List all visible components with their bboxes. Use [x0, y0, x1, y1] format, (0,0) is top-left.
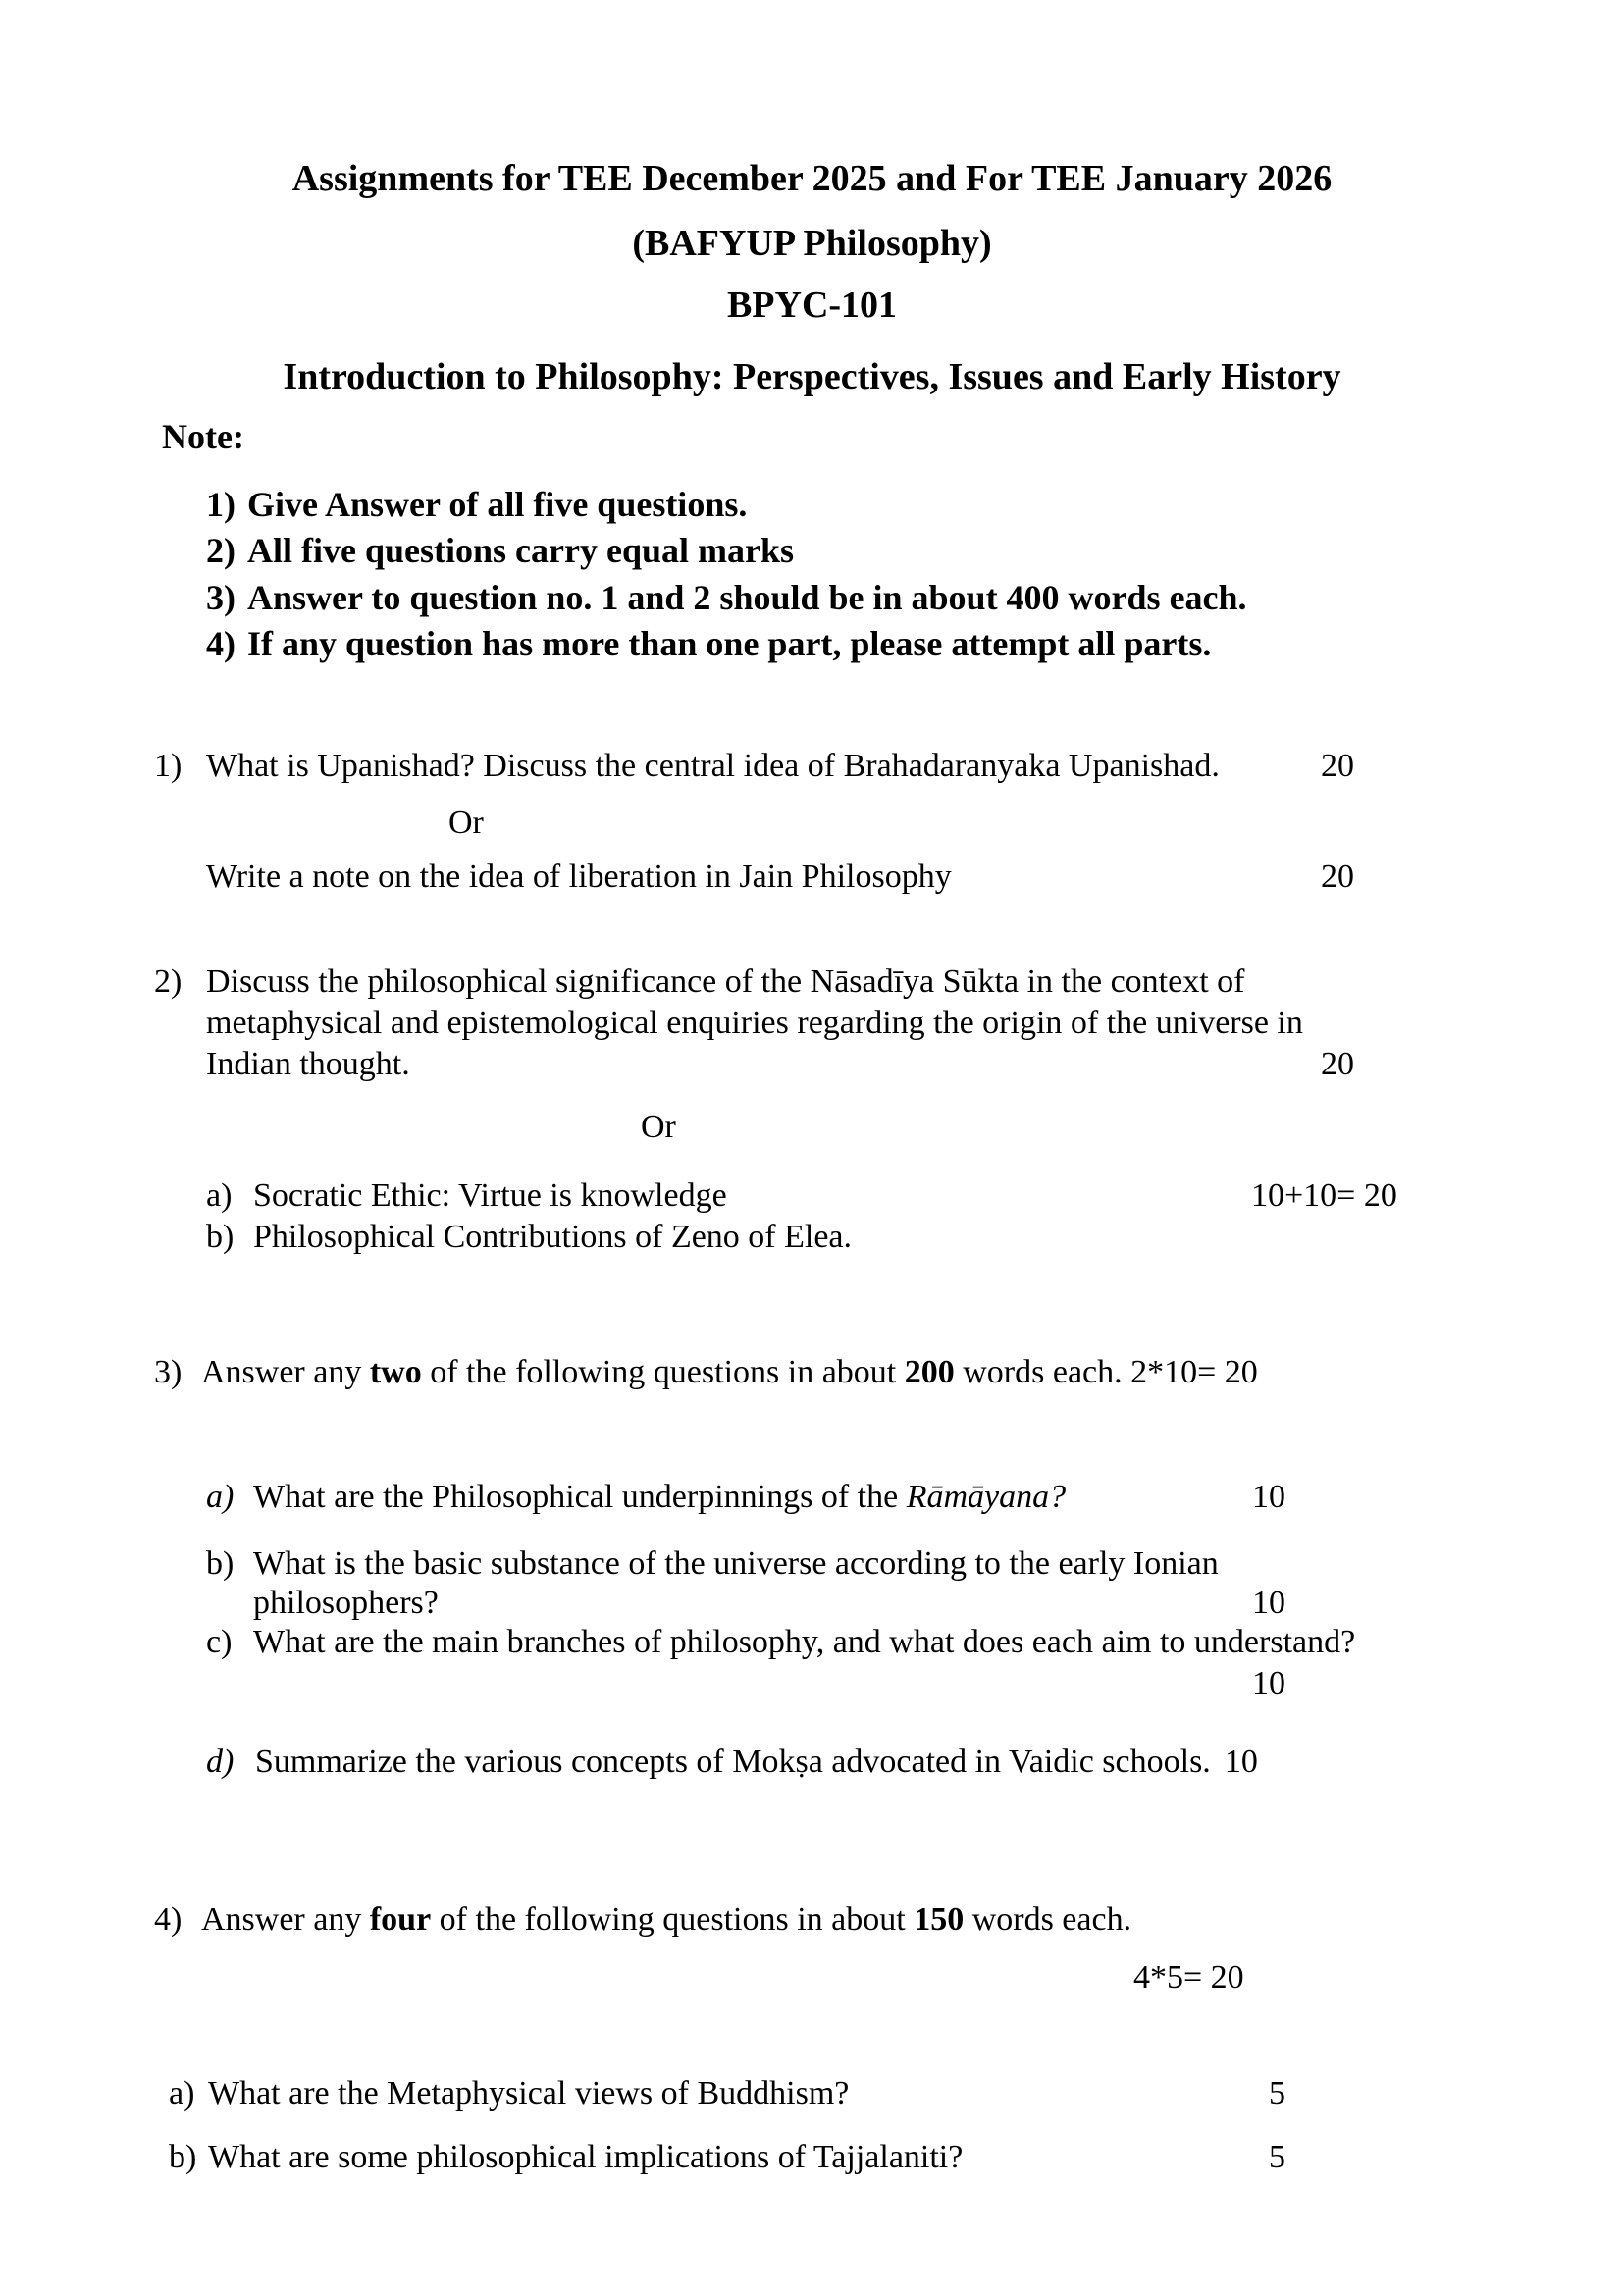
- note-item-2-text: All five questions carry equal marks: [247, 531, 794, 570]
- q3-sub-a-marks: 10: [1252, 1479, 1285, 1515]
- q3-number: 3): [154, 1354, 183, 1390]
- q3-intro-bold-two: two: [369, 1354, 422, 1390]
- q4-sub-a-marks: 5: [1269, 2075, 1285, 2112]
- q2-text-line3: Indian thought.: [206, 1046, 410, 1082]
- q2-or-label: Or: [641, 1109, 676, 1145]
- q4-intro-mid: of the following questions in about: [431, 1902, 915, 1938]
- q4-intro-bold-150: 150: [914, 1902, 965, 1938]
- q1-or-label: Or: [448, 805, 484, 841]
- q3-intro-bold-200: 200: [904, 1354, 955, 1390]
- note-item-1-text: Give Answer of all five questions.: [247, 485, 748, 524]
- q3-sub-b-marks: 10: [1252, 1585, 1285, 1621]
- q3-intro-post: words each. 2*10= 20: [954, 1354, 1258, 1390]
- q3-sub-c-label: c): [206, 1624, 233, 1660]
- q2-sub-b-label: b): [206, 1219, 235, 1255]
- q4-intro: [201, 1901, 1131, 1940]
- q3-sub-a-label: a): [206, 1479, 235, 1515]
- q3-sub-d-label: d): [206, 1744, 235, 1780]
- note-item-3-text: Answer to question no. 1 and 2 should be in about 400 words each.: [247, 578, 1247, 617]
- q2-text-line1: Discuss the philosophical significance of the Nāsadīya Sūkta in the context of: [206, 964, 1245, 1000]
- q3-sub-b-label: b): [206, 1545, 235, 1582]
- q3-sub-d-text: Summarize the various concepts of Mokṣa advocated in Vaidic schools.: [255, 1744, 1211, 1780]
- q1-number: 1): [154, 748, 183, 784]
- q3-sub-d-marks: 10: [1224, 1744, 1258, 1780]
- note-item-1-number: 1): [206, 485, 236, 524]
- q4-intro-bold-four: four: [369, 1902, 432, 1938]
- q4-sub-a-text: What are the Metaphysical views of Buddhism?: [208, 2075, 850, 2112]
- q4-sub-b-label: b): [169, 2139, 197, 2175]
- note-item-3-number: 3): [206, 578, 236, 617]
- q2-sub-b-text: Philosophical Contributions of Zeno of Elea.: [253, 1219, 853, 1255]
- note-item-4-text: If any question has more than one part, please attempt all parts.: [247, 624, 1212, 663]
- q3-sub-a-text-pre: What are the Philosophical underpinnings of the: [253, 1479, 907, 1515]
- q4-number: 4): [154, 1902, 183, 1938]
- q3-sub-b-text-line1: What is the basic substance of the universe according to the early Ionian: [253, 1545, 1219, 1582]
- q1-marks: 20: [1321, 748, 1354, 784]
- course-title: Introduction to Philosophy: Perspectives, Issues and Early History: [283, 356, 1341, 397]
- q2-number: 2): [154, 964, 183, 1000]
- q3-sub-b-text-line2: philosophers?: [253, 1585, 439, 1621]
- q4-sub-b-text: What are some philosophical implications of Tajjalaniti?: [208, 2139, 964, 2175]
- q3-intro-mid: of the following questions in about: [421, 1354, 905, 1390]
- q1-alt-text: Write a note on the idea of liberation in Jain Philosophy: [206, 859, 952, 895]
- q2-text-line2: metaphysical and epistemological enquiries regarding the origin of the universe in: [206, 1005, 1303, 1041]
- note-label: Note:: [162, 417, 244, 456]
- q1-text: What is Upanishad? Discuss the central idea of Brahadaranyaka Upanishad.: [206, 748, 1220, 784]
- q2-sub-a-marks: 10+10= 20: [1251, 1177, 1397, 1214]
- q4-sub-b-marks: 5: [1269, 2139, 1285, 2175]
- q4-sub-a-label: a): [169, 2075, 195, 2112]
- q2-sub-a-text: Socratic Ethic: Virtue is knowledge: [253, 1177, 727, 1214]
- q4-intro-post: words each.: [964, 1902, 1132, 1938]
- q1-alt-marks: 20: [1321, 859, 1354, 895]
- note-item-2-number: 2): [206, 531, 236, 570]
- q2-marks: 20: [1321, 1046, 1354, 1082]
- course-code: BPYC-101: [726, 285, 898, 326]
- page-title: Assignments for TEE December 2025 and For TEE January 2026: [291, 158, 1333, 199]
- q3-sub-c-marks: 10: [1252, 1665, 1285, 1701]
- q3-sub-a-text-italic: Rāmāyana?: [906, 1479, 1067, 1515]
- note-item-4-number: 4): [206, 624, 236, 663]
- q3-sub-d-text-row: [255, 1743, 1258, 1782]
- q3-intro: [201, 1353, 1258, 1392]
- q3-sub-a-text: [253, 1478, 1066, 1517]
- programme-subtitle: (BAFYUP Philosophy): [632, 223, 992, 264]
- q3-intro-pre: Answer any: [201, 1354, 370, 1390]
- q2-sub-a-label: a): [206, 1177, 233, 1214]
- q3-sub-c-text: What are the main branches of philosophy, and what does each aim to understand?: [253, 1624, 1356, 1660]
- q4-intro-pre: Answer any: [201, 1902, 370, 1938]
- q4-marks-line: 4*5= 20: [1133, 1959, 1244, 1996]
